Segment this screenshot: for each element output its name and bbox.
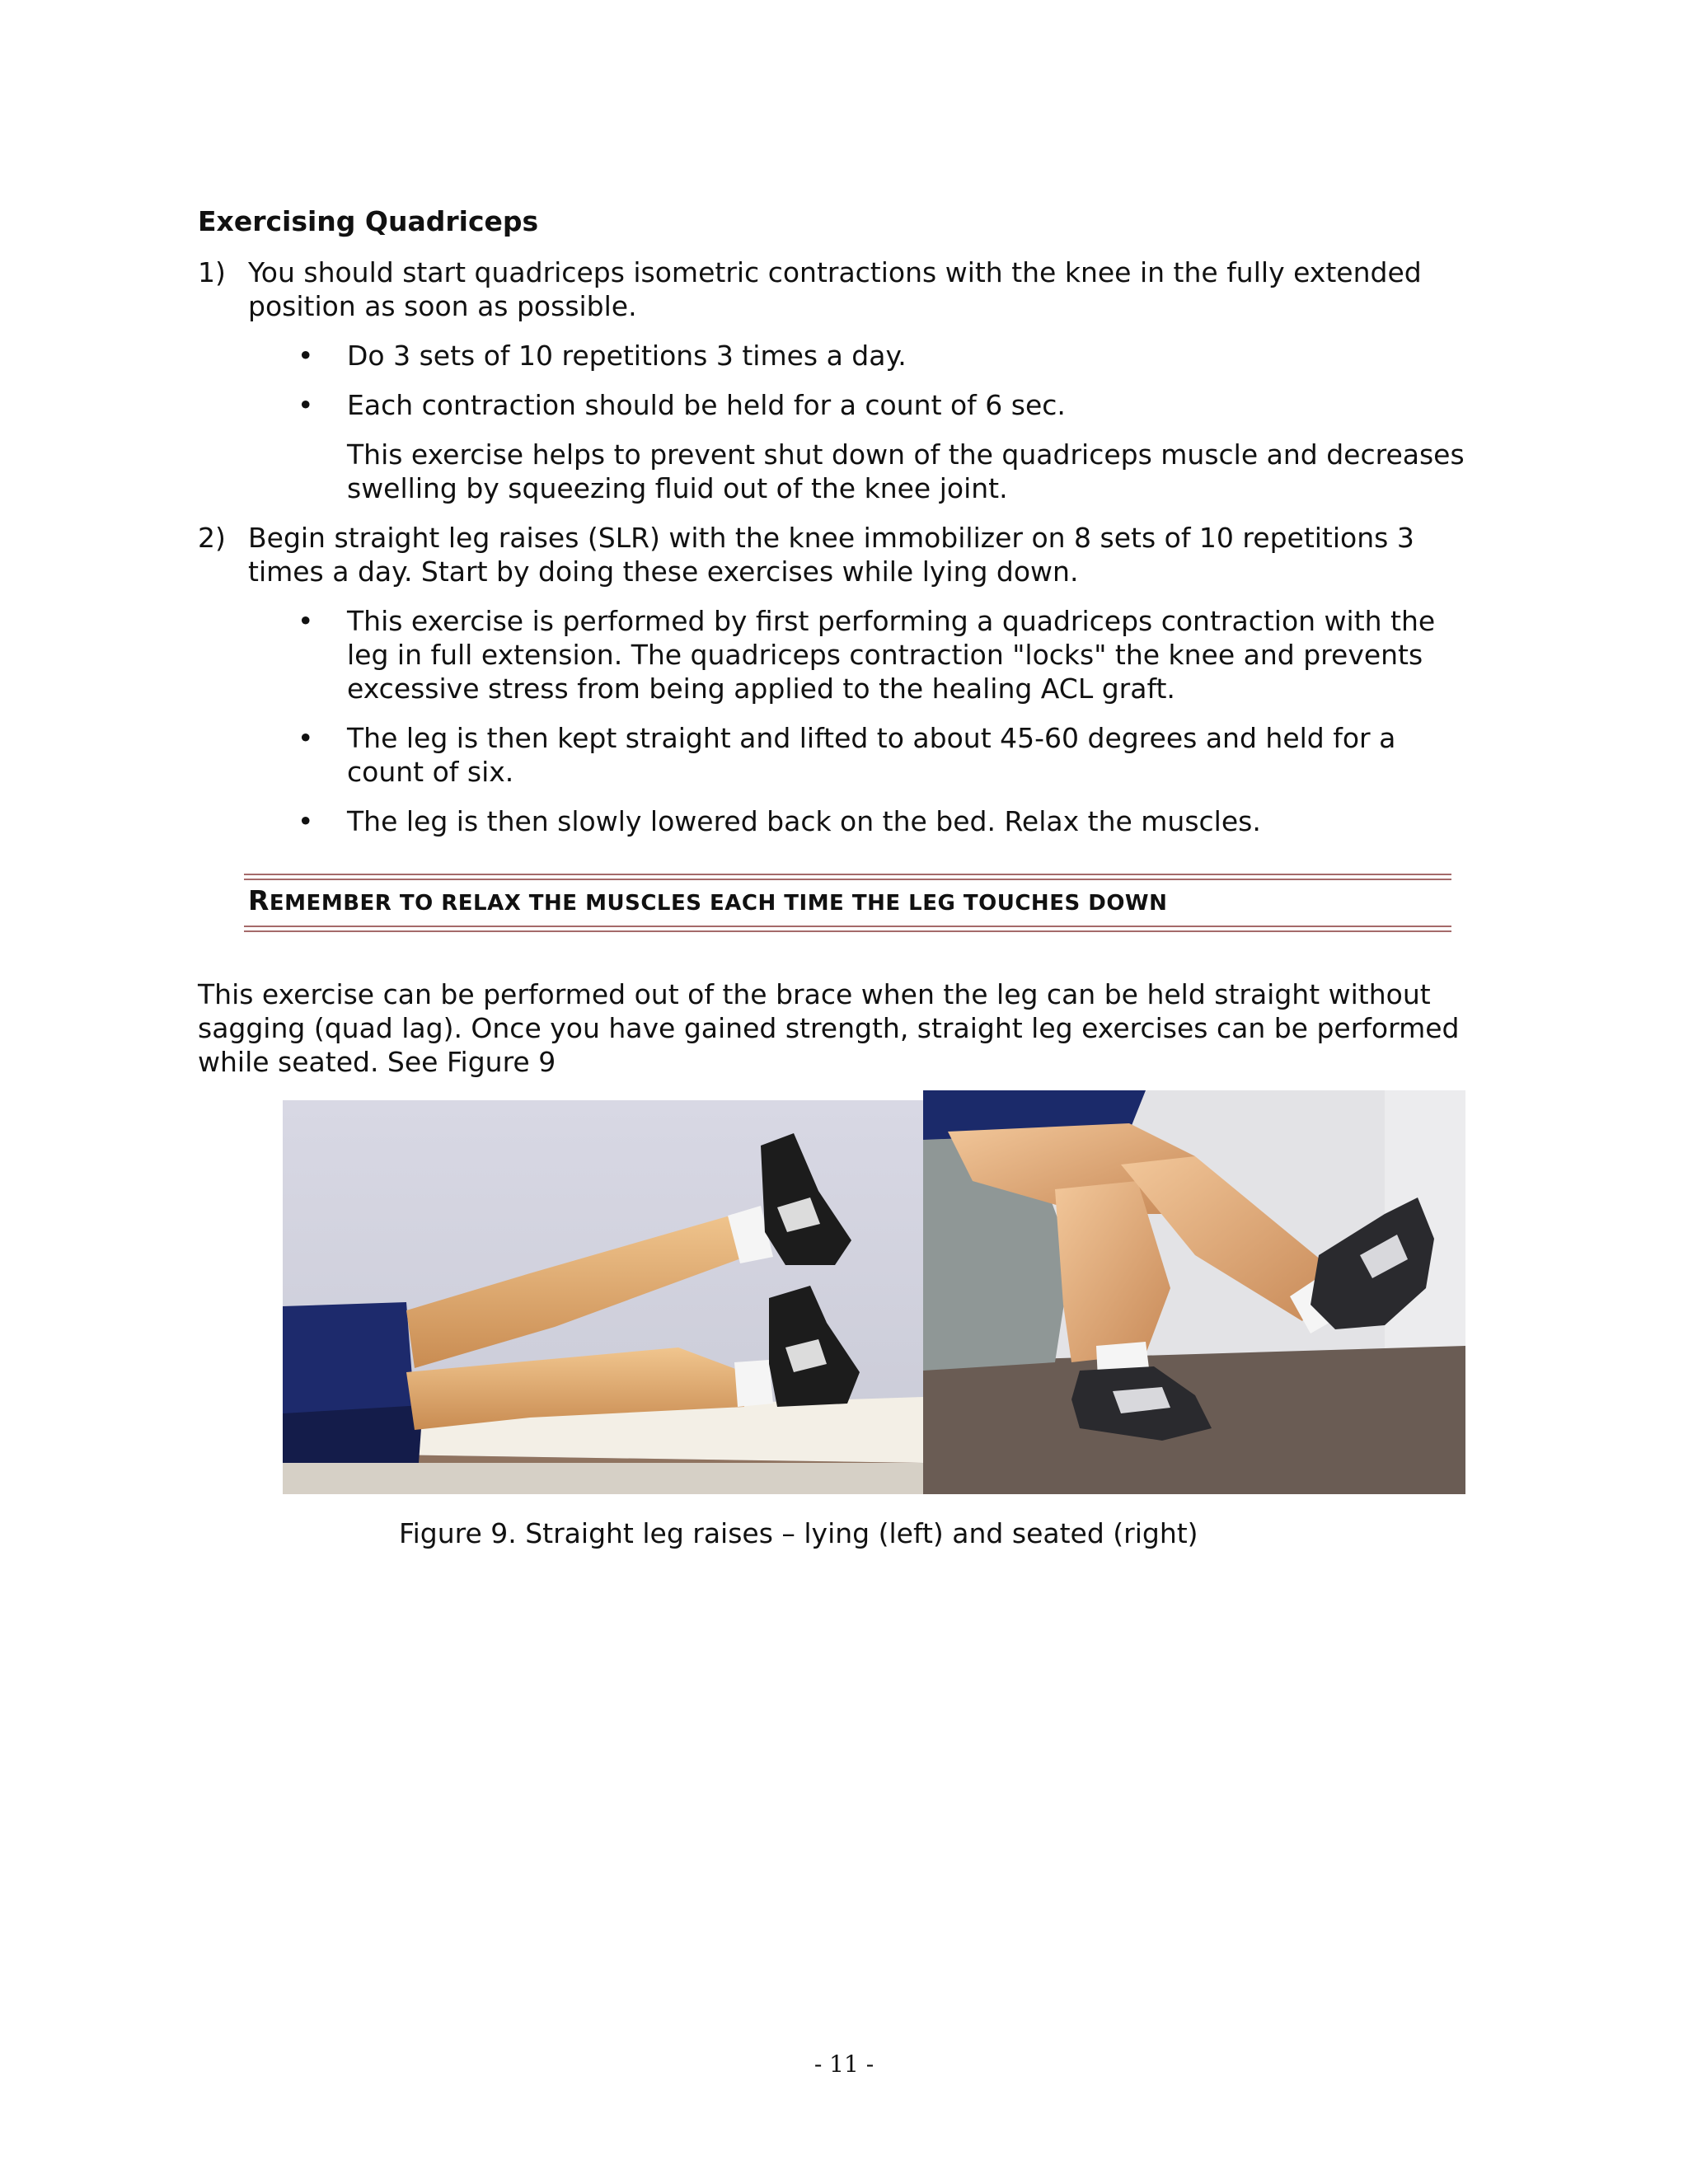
lying-leg-raise-illustration (283, 1100, 923, 1494)
banner-rest: EMEMBER TO RELAX THE MUSCLES EACH TIME THE LEG TOUCHES DOWN (269, 891, 1168, 916)
bullet-text-line: count of six. (347, 756, 514, 788)
item-number: 1) (198, 256, 226, 288)
bullet-text-line: excessive stress from being applied to the healing ACL graft. (347, 673, 1175, 705)
item-text-line: Begin straight leg raises (SLR) with the knee immobilizer on 8 sets of 10 repetitions 3 (248, 522, 1414, 554)
figure-caption: Figure 9. Straight leg raises – lying (left) and seated (right) (399, 1517, 1198, 1549)
bullet-text-line: Each contraction should be held for a count of 6 sec. (347, 389, 1066, 421)
paragraph-line: sagging (quad lag). Once you have gained strength, straight leg exercises can be performed (198, 1012, 1460, 1044)
bullet-marker: • (298, 340, 314, 372)
bullet-text-line: The leg is then kept straight and lifted to about 45-60 degrees and held for a (347, 722, 1396, 754)
note-text-line: This exercise helps to prevent shut down of the quadriceps muscle and decreases (347, 438, 1465, 471)
note-text-line: swelling by squeezing fluid out of the knee joint. (347, 472, 1008, 504)
banner-rule-top (244, 874, 1451, 880)
remember-banner (248, 884, 1168, 917)
bullet-marker: • (298, 389, 314, 421)
banner-initial: R (248, 884, 270, 916)
bullet-text-line: Do 3 sets of 10 repetitions 3 times a day. (347, 340, 907, 372)
seated-leg-raise-illustration (923, 1090, 1465, 1494)
banner-rule-bottom (244, 926, 1451, 932)
bullet-marker: • (298, 722, 314, 754)
paragraph-line: while seated. See Figure 9 (198, 1046, 556, 1078)
bullet-text-line: leg in full extension. The quadriceps contraction "locks" the knee and prevents (347, 639, 1423, 671)
photo-lying-leg-raise (283, 1100, 923, 1494)
bullet-text-line: This exercise is performed by first performing a quadriceps contraction with the (347, 605, 1436, 637)
photo-seated-leg-raise (923, 1090, 1465, 1494)
item-text-line: position as soon as possible. (248, 290, 637, 322)
bullet-marker: • (298, 805, 314, 837)
item-number: 2) (198, 522, 226, 554)
page-number: - 11 - (814, 2050, 874, 2078)
bullet-text-line: The leg is then slowly lowered back on the bed. Relax the muscles. (347, 805, 1261, 837)
item-text-line: times a day. Start by doing these exercises while lying down. (248, 555, 1079, 588)
bullet-marker: • (298, 605, 314, 637)
paragraph-line: This exercise can be performed out of the brace when the leg can be held straight without (198, 978, 1431, 1010)
section-heading: Exercising Quadriceps (198, 205, 539, 237)
item-text-line: You should start quadriceps isometric contractions with the knee in the fully extended (248, 256, 1422, 288)
